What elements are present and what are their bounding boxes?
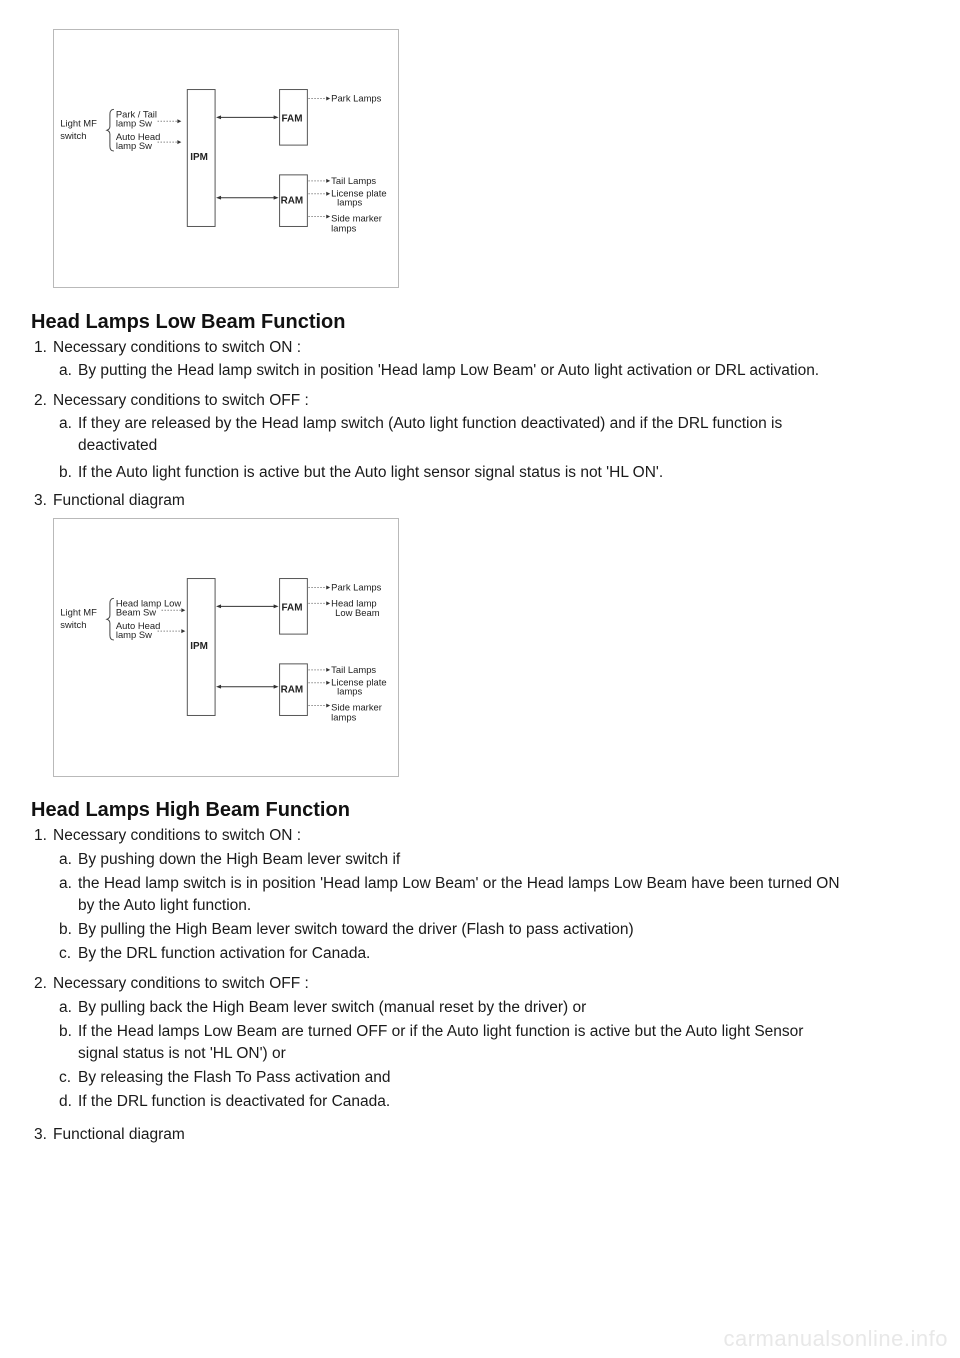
sub-text: By releasing the Flash To Pass activation and <box>78 1069 391 1086</box>
item-text: Functional diagram <box>53 492 185 509</box>
ram-output-2-line1: License plate <box>331 187 387 199</box>
sub-text: the Head lamp switch is in position 'Head lamp Low Beam' or the Head lamps Low Beam have been turned ON <box>78 875 840 892</box>
switch-2-line2: lamp Sw <box>115 629 152 641</box>
switch-1-line1: Head lamp Low <box>115 597 182 609</box>
fam-output-2-line2: Low Beam <box>335 607 380 619</box>
item-number: 2. <box>34 392 47 409</box>
ram-output-3-line2: lamps <box>331 222 357 234</box>
sub-letter: a. <box>59 875 72 892</box>
item-number: 1. <box>34 827 47 844</box>
sub-text: If the Auto light function is active but the Auto light sensor signal status is not 'HL ON'. <box>78 464 664 481</box>
section-title-low-beam: Head Lamps Low Beam Function <box>31 311 346 333</box>
sub-text-continued: by the Auto light function. <box>78 897 252 914</box>
sub-letter: b. <box>59 1023 72 1040</box>
item-text: Necessary conditions to switch ON : <box>53 339 302 356</box>
source-label-2: switch <box>60 130 87 142</box>
functional-diagram-park-tail <box>53 29 399 288</box>
sub-letter: d. <box>59 1093 72 1110</box>
ram-label: RAM <box>280 684 304 696</box>
sub-letter: b. <box>59 464 72 481</box>
sub-text: By the DRL function activation for Canada. <box>78 945 371 962</box>
fam-output-2-line1: Head lamp <box>331 597 377 609</box>
item-number: 1. <box>34 339 47 356</box>
switch-1-line1: Park / Tail <box>115 108 157 120</box>
item-text: Necessary conditions to switch ON : <box>53 827 302 844</box>
ipm-label: IPM <box>190 640 208 652</box>
switch-2-line1: Auto Head <box>115 620 161 632</box>
source-label-1: Light MF <box>60 117 97 129</box>
sub-letter: c. <box>59 945 72 962</box>
source-label-2: switch <box>60 619 87 631</box>
ram-output-1: Tail Lamps <box>331 663 377 675</box>
diagram-svg <box>54 519 398 776</box>
section-title-high-beam: Head Lamps High Beam Function <box>31 799 350 821</box>
sub-letter: a. <box>59 415 72 432</box>
ram-output-3-line1: Side marker <box>331 212 382 224</box>
switch-brace <box>107 109 114 151</box>
item-text: Necessary conditions to switch OFF : <box>53 975 309 992</box>
diagram-svg <box>54 30 398 287</box>
sub-text: If the DRL function is deactivated for Canada. <box>78 1093 391 1110</box>
fam-output-1: Park Lamps <box>331 92 382 104</box>
item-number: 2. <box>34 975 47 992</box>
item-number: 3. <box>34 1126 47 1143</box>
item-text: Necessary conditions to switch OFF : <box>53 392 309 409</box>
ram-output-3-line1: Side marker <box>331 701 382 713</box>
sub-text: If they are released by the Head lamp switch (Auto light function deactivated) and if the DRL function is <box>78 415 783 432</box>
functional-diagram-low-beam <box>53 518 399 777</box>
source-label-1: Light MF <box>60 606 97 618</box>
sub-text: By pulling back the High Beam lever switch (manual reset by the driver) or <box>78 999 587 1016</box>
sub-letter: c. <box>59 1069 72 1086</box>
sub-text: If the Head lamps Low Beam are turned OFF or if the Auto light function is active but the Auto light Sensor <box>78 1023 804 1040</box>
sub-letter: a. <box>59 362 72 379</box>
switch-1-line2: lamp Sw <box>115 117 152 129</box>
sub-letter: a. <box>59 851 72 868</box>
ram-output-1: Tail Lamps <box>331 174 377 186</box>
item-number: 3. <box>34 492 47 509</box>
switch-2-line2: lamp Sw <box>115 140 152 152</box>
switch-brace <box>107 598 114 640</box>
fam-output-1: Park Lamps <box>331 581 382 593</box>
ram-output-2-line2: lamps <box>337 685 363 697</box>
switch-1-line2: Beam Sw <box>115 606 157 618</box>
sub-text: By pulling the High Beam lever switch toward the driver (Flash to pass activation) <box>78 921 634 938</box>
sub-text: By pushing down the High Beam lever switch if <box>78 851 401 868</box>
sub-letter: a. <box>59 999 72 1016</box>
item-text: Functional diagram <box>53 1126 185 1143</box>
sub-letter: b. <box>59 921 72 938</box>
ram-output-2-line1: License plate <box>331 676 387 688</box>
fam-label: FAM <box>281 113 303 125</box>
ram-output-3-line2: lamps <box>331 711 357 723</box>
sub-text-continued: deactivated <box>78 437 158 454</box>
switch-2-line1: Auto Head <box>115 131 161 143</box>
ram-output-2-line2: lamps <box>337 196 363 208</box>
ram-label: RAM <box>280 195 304 207</box>
ipm-label: IPM <box>190 151 208 163</box>
sub-text: By putting the Head lamp switch in position 'Head lamp Low Beam' or Auto light activation or DRL activation. <box>78 362 820 379</box>
watermark: carmanualsonline.info <box>723 1326 948 1351</box>
sub-text-continued: signal status is not 'HL ON') or <box>78 1045 286 1062</box>
fam-label: FAM <box>281 602 303 614</box>
